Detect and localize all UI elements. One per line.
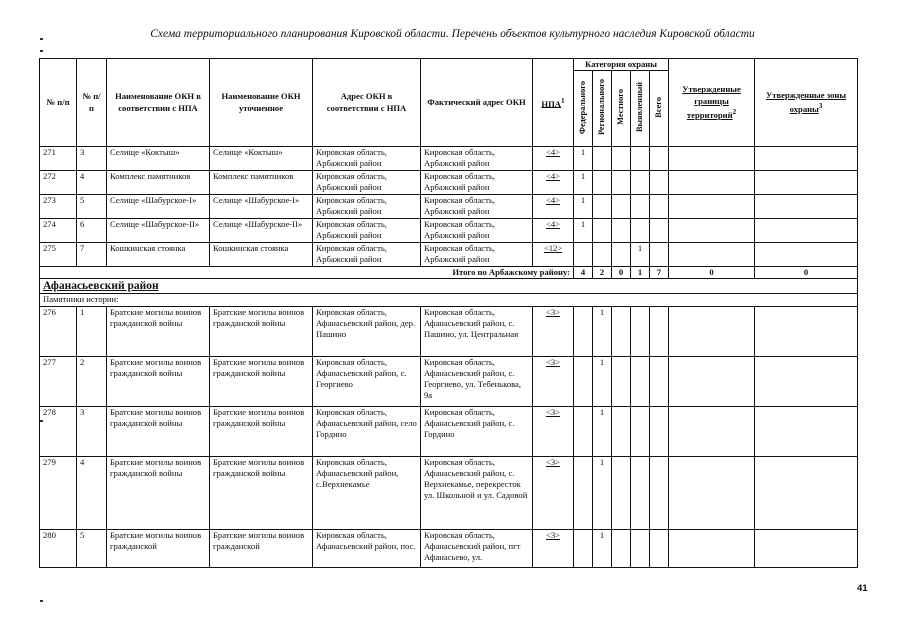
header-regional-label: Регионального (597, 79, 607, 136)
okn-name-actual: Братские могилы воинов гражданской (210, 529, 313, 567)
okn-name: Братские могилы воинов гражданской войны (107, 406, 210, 456)
cat-total (650, 356, 669, 406)
okn-name-actual: Братские могилы воинов гражданской войны (210, 356, 313, 406)
borders-cell (669, 356, 755, 406)
okn-name-actual: Комплекс памятников (210, 171, 313, 195)
scan-dot (40, 420, 43, 422)
cat-local (612, 171, 631, 195)
cat-local (612, 306, 631, 356)
cat-federal: 1 (574, 171, 593, 195)
cat-federal (574, 456, 593, 529)
cat-regional (593, 195, 612, 219)
zones-cell (755, 171, 858, 195)
okn-name: Братские могилы воинов гражданской войны (107, 456, 210, 529)
cat-regional: 1 (593, 529, 612, 567)
scan-dot (40, 50, 43, 52)
okn-address: Кировская область, Арбажский район (313, 171, 421, 195)
okn-address: Кировская область, Афанасьевский район, с.Верхнекамье (313, 456, 421, 529)
cat-federal (574, 406, 593, 456)
table-row (40, 356, 858, 406)
header-num2: № п/п (77, 59, 107, 147)
header-num: № п/п (40, 59, 77, 147)
header-npa (533, 59, 574, 147)
cat-identified (631, 406, 650, 456)
zones-cell (755, 529, 858, 567)
npa-ref: <3> (533, 356, 574, 406)
cat-total (650, 147, 669, 171)
okn-name: Братские могилы воинов гражданской (107, 529, 210, 567)
borders-cell (669, 406, 755, 456)
okn-address: Кировская область, Арбажский район (313, 243, 421, 267)
borders-cell (669, 456, 755, 529)
okn-address-actual: Кировская область, Арбажский район (421, 243, 533, 267)
npa-ref: <4> (533, 147, 574, 171)
okn-name: Братские могилы воинов гражданской войны (107, 356, 210, 406)
row-subnumber: 4 (77, 171, 107, 195)
cat-total (650, 456, 669, 529)
header-identified-label: Выявленный (635, 82, 645, 133)
header-regional (593, 71, 612, 147)
cat-federal: 1 (574, 147, 593, 171)
okn-address: Кировская область, Арбажский район (313, 195, 421, 219)
cat-federal: 1 (574, 195, 593, 219)
cat-local (612, 456, 631, 529)
page-title: Схема территориального планирования Кировской области. Перечень объектов культурного наследия Кировской области (150, 28, 755, 40)
cat-local (612, 195, 631, 219)
borders-cell (669, 529, 755, 567)
cat-federal (574, 529, 593, 567)
okn-name: Братские могилы воинов гражданской войны (107, 306, 210, 356)
row-subnumber: 5 (77, 195, 107, 219)
total-federal: 4 (574, 267, 593, 279)
header-addr-actual: Фактический адрес ОКН (421, 59, 533, 147)
cat-regional: 1 (593, 406, 612, 456)
cat-identified (631, 195, 650, 219)
cat-identified (631, 219, 650, 243)
cat-local (612, 147, 631, 171)
borders-cell (669, 195, 755, 219)
cat-regional: 1 (593, 356, 612, 406)
borders-cell (669, 306, 755, 356)
total-identified: 1 (631, 267, 650, 279)
cat-local (612, 529, 631, 567)
borders-cell (669, 171, 755, 195)
header-borders (669, 59, 755, 147)
total-row (40, 267, 858, 279)
zones-cell (755, 356, 858, 406)
cat-identified (631, 356, 650, 406)
okn-address-actual: Кировская область, Арбажский район (421, 147, 533, 171)
okn-address-actual: Кировская область, Арбажский район (421, 195, 533, 219)
total-label: Итого по Арбажскому району: (40, 267, 574, 279)
cat-identified (631, 171, 650, 195)
total-zones: 0 (755, 267, 858, 279)
npa-ref: <3> (533, 456, 574, 529)
okn-address-actual: Кировская область, Афанасьевский район, с. Верхнекамье, перекресток ул. Школьной и ул. Садовой (421, 456, 533, 529)
row-subnumber: 7 (77, 243, 107, 267)
okn-name-actual: Братские могилы воинов гражданской войны (210, 456, 313, 529)
row-subnumber: 5 (77, 529, 107, 567)
header-federal (574, 71, 593, 147)
zones-cell (755, 306, 858, 356)
table-row (40, 529, 858, 567)
scan-dot (40, 38, 43, 40)
header-local (612, 71, 631, 147)
row-subnumber: 1 (77, 306, 107, 356)
header-zones (755, 59, 858, 147)
okn-table (39, 58, 858, 568)
zones-cell (755, 147, 858, 171)
header-category: Категория охраны (574, 59, 669, 71)
table-row (40, 195, 858, 219)
cat-federal: 1 (574, 219, 593, 243)
cat-local (612, 356, 631, 406)
borders-cell (669, 219, 755, 243)
okn-name-actual: Селище «Шабурское-I» (210, 195, 313, 219)
cat-total (650, 171, 669, 195)
section-heading: Памятники истории: (40, 294, 858, 306)
cat-regional (593, 147, 612, 171)
row-subnumber: 3 (77, 147, 107, 171)
cat-regional: 1 (593, 306, 612, 356)
header-zones-sup: 3 (818, 102, 823, 111)
cat-identified (631, 147, 650, 171)
header-addr-npa: Адрес ОКН в соответствии с НПА (313, 59, 421, 147)
row-number: 273 (40, 195, 77, 219)
okn-address: Кировская область, Афанасьевский район, дер. Пашино (313, 306, 421, 356)
okn-name-actual: Селище «Шабурское-II» (210, 219, 313, 243)
cat-federal (574, 243, 593, 267)
header-name-actual: Наименование ОКН уточненное (210, 59, 313, 147)
npa-ref: <4> (533, 171, 574, 195)
row-number: 278 (40, 406, 77, 456)
cat-federal (574, 306, 593, 356)
row-number: 274 (40, 219, 77, 243)
row-number: 280 (40, 529, 77, 567)
row-number: 271 (40, 147, 77, 171)
total-all: 7 (650, 267, 669, 279)
okn-address-actual: Кировская область, Афанасьевский район, с. Георгиево, ул. Тебенькова, 9а (421, 356, 533, 406)
header-identified (631, 71, 650, 147)
table-row (40, 243, 858, 267)
okn-name-actual: Братские могилы воинов гражданской войны (210, 406, 313, 456)
okn-address: Кировская область, Арбажский район (313, 219, 421, 243)
header-local-label: Местного (616, 89, 626, 126)
cat-local (612, 406, 631, 456)
table-row (40, 306, 858, 356)
zones-cell (755, 456, 858, 529)
table-row (40, 147, 858, 171)
okn-address: Кировская область, Арбажский район (313, 147, 421, 171)
okn-address: Кировская область, Афанасьевский район, пос. (313, 529, 421, 567)
okn-address-actual: Кировская область, Арбажский район (421, 171, 533, 195)
row-number: 276 (40, 306, 77, 356)
okn-name-actual: Селище «Коктыш» (210, 147, 313, 171)
row-number: 272 (40, 171, 77, 195)
cat-total (650, 219, 669, 243)
header-borders-label: Утвержденные границы территорий (682, 84, 741, 120)
cat-total (650, 406, 669, 456)
cat-total (650, 306, 669, 356)
zones-cell (755, 406, 858, 456)
okn-name: Селище «Шабурское-I» (107, 195, 210, 219)
row-number: 275 (40, 243, 77, 267)
cat-total (650, 529, 669, 567)
header-zones-label: Утвержденные зоны охраны (765, 89, 847, 115)
okn-address-actual: Кировская область, Афанасьевский район, с. Пашино, ул. Центральная (421, 306, 533, 356)
header-federal-label: Федерального (578, 80, 588, 134)
row-number: 279 (40, 456, 77, 529)
npa-ref: <4> (533, 219, 574, 243)
row-subnumber: 3 (77, 406, 107, 456)
okn-name: Селище «Шабурское-II» (107, 219, 210, 243)
row-subnumber: 4 (77, 456, 107, 529)
header-npa-sup: 1 (561, 96, 565, 105)
cat-total (650, 243, 669, 267)
borders-cell (669, 147, 755, 171)
row-subnumber: 2 (77, 356, 107, 406)
zones-cell (755, 243, 858, 267)
header-total-label: Всего (654, 96, 664, 118)
cat-regional: 1 (593, 456, 612, 529)
total-local: 0 (612, 267, 631, 279)
table-row (40, 171, 858, 195)
table-row (40, 456, 858, 529)
row-subnumber: 6 (77, 219, 107, 243)
okn-address: Кировская область, Афанасьевский район, с. Георгиево (313, 356, 421, 406)
cat-regional (593, 243, 612, 267)
okn-name: Кошкинская стоянка (107, 243, 210, 267)
cat-local (612, 219, 631, 243)
okn-address-actual: Кировская область, Арбажский район (421, 219, 533, 243)
header-total (650, 71, 669, 147)
header-name-npa: Наименование ОКН в соответствии с НПА (107, 59, 210, 147)
header-npa-label: НПА (541, 98, 561, 109)
npa-ref: <3> (533, 529, 574, 567)
page-number: 41 (857, 583, 868, 594)
zones-cell (755, 195, 858, 219)
okn-name: Комплекс памятников (107, 171, 210, 195)
okn-address: Кировская область, Афанасьевский район, село Гордино (313, 406, 421, 456)
okn-name-actual: Братские могилы воинов гражданской войны (210, 306, 313, 356)
cat-identified: 1 (631, 243, 650, 267)
cat-regional (593, 219, 612, 243)
cat-regional (593, 171, 612, 195)
total-regional: 2 (593, 267, 612, 279)
cat-identified (631, 306, 650, 356)
header-borders-sup: 2 (732, 107, 737, 116)
cat-identified (631, 456, 650, 529)
npa-ref: <12> (533, 243, 574, 267)
table-row (40, 219, 858, 243)
npa-ref: <3> (533, 406, 574, 456)
scan-dot (40, 600, 43, 602)
cat-local (612, 243, 631, 267)
okn-address-actual: Кировская область, Афанасьевский район, с. Гордино (421, 406, 533, 456)
zones-cell (755, 219, 858, 243)
npa-ref: <3> (533, 306, 574, 356)
cat-federal (574, 356, 593, 406)
cat-identified (631, 529, 650, 567)
okn-name-actual: Кошкинская стоянка (210, 243, 313, 267)
table-row (40, 406, 858, 456)
district-heading: Афанасьевский район (40, 279, 858, 294)
total-borders: 0 (669, 267, 755, 279)
cat-total (650, 195, 669, 219)
row-number: 277 (40, 356, 77, 406)
okn-name: Селище «Коктыш» (107, 147, 210, 171)
okn-address-actual: Кировская область, Афанасьевский район, пгт Афанасьево, ул. (421, 529, 533, 567)
npa-ref: <4> (533, 195, 574, 219)
borders-cell (669, 243, 755, 267)
